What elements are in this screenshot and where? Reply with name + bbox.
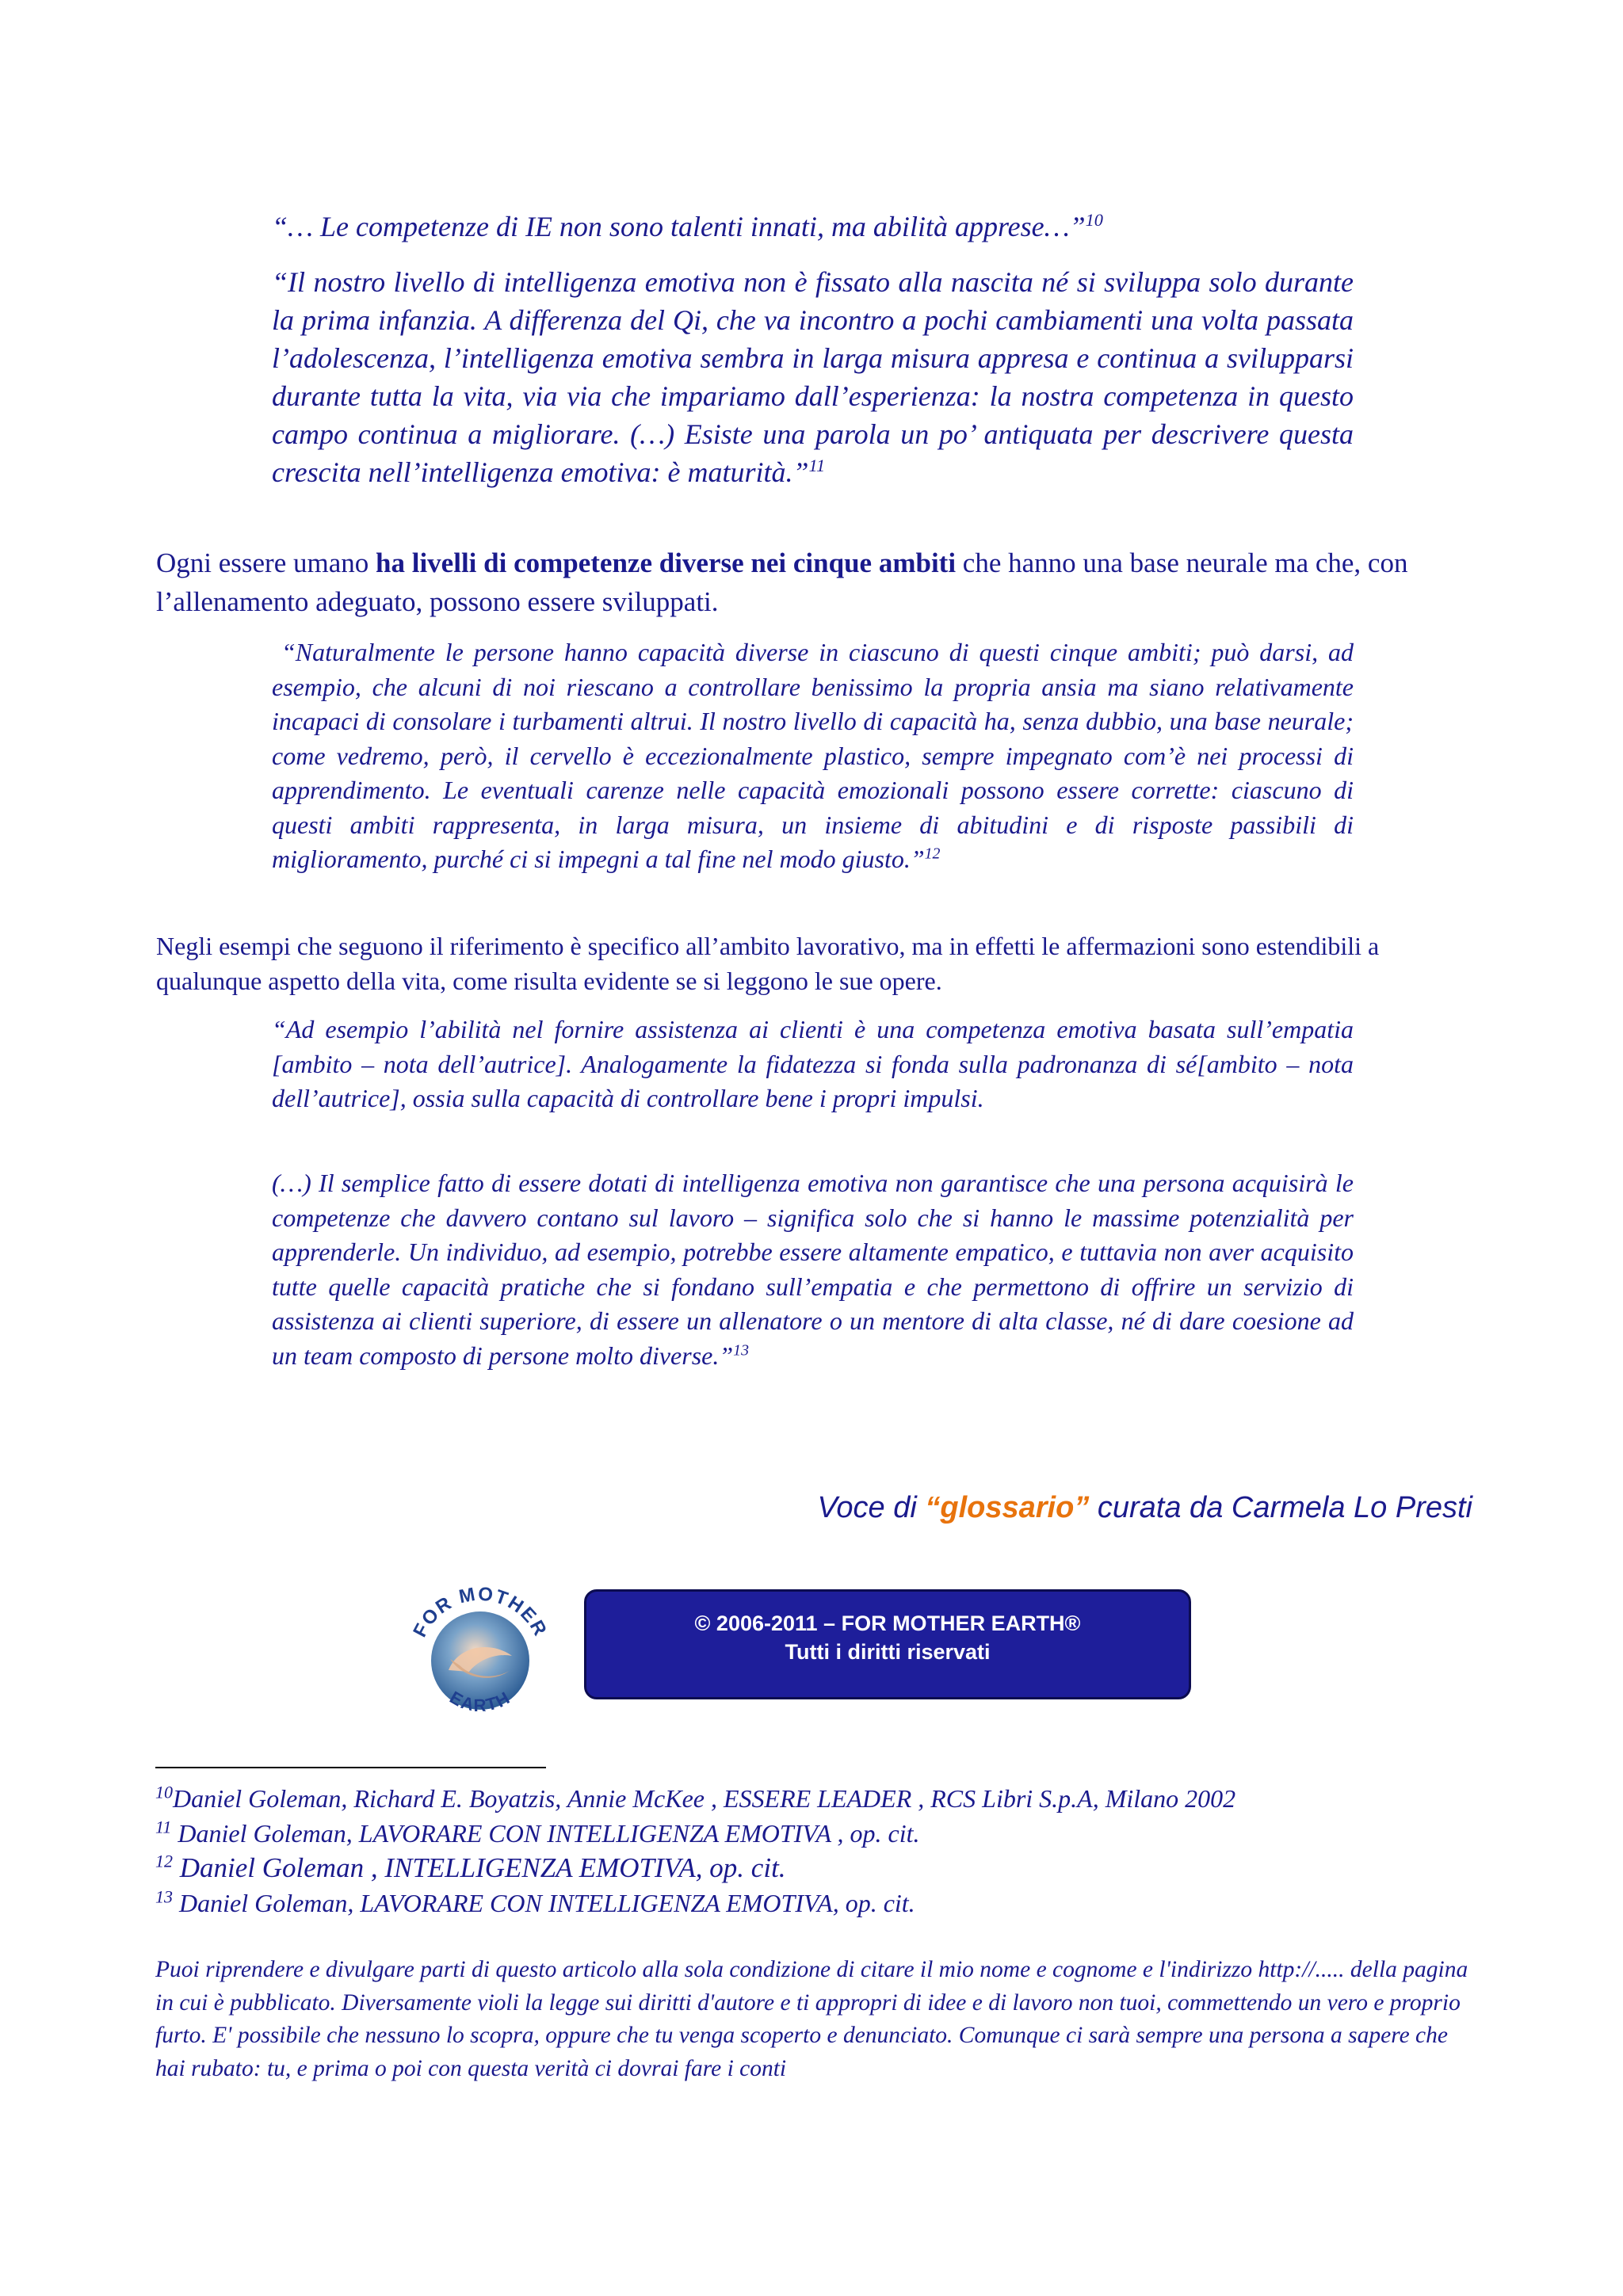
svg-text:FOR MOTHER: FOR MOTHER (409, 1583, 552, 1641)
quote-text: (…) Il semplice fatto di essere dotati di intelligenza emotiva non garantisce che una persona acquisirà le competenze che davvero contano sul lavoro – significa solo che si hanno le massime potenzialità per apprenderle. Un individuo, ad esempio, potrebbe essere altamente empatico, e tuttavia non aver acquisito tutte quelle capacità pratiche che si fondano sull’empatia e che permettono di offrire un servizio di assistenza ai clienti superiore, di essere un allenatore o un mentore di alta classe, né di dare coesione ad un team composto di persone molto diverse.” (272, 1169, 1354, 1370)
footnote-text: Daniel Goleman , INTELLIGENZA EMOTIVA, op. cit. (173, 1852, 786, 1883)
svg-text:EARTH: EARTH (446, 1687, 514, 1715)
quote-intelligenza-emotiva (272, 263, 1354, 491)
quote-naturalmente (272, 635, 1354, 877)
credit-highlight: “glossario” (925, 1491, 1090, 1524)
footnote-item (155, 1816, 1471, 1851)
quote-text: “Ad esempio l’abilità nel fornire assistenza ai clienti è una competenza emotiva basata sull’empatia [ambito – nota dell’autrice]. Analogamente la fidatezza si fonda sulla padronanza di sé[ambito – nota dell’autrice], ossia sulla capacità di controllare bene i propri impulsi. (272, 1015, 1354, 1112)
copyright-box (584, 1589, 1191, 1699)
quote-text: “… Le competenze di IE non sono talenti innati, ma abilità apprese…” (272, 211, 1086, 242)
glossary-credit (817, 1491, 1472, 1525)
footnote-number: 13 (155, 1886, 173, 1907)
quote-text: “Il nostro livello di intelligenza emotiva non è fissato alla nascita né si sviluppa solo durante la prima infanzia. A differenza del Qi, che va incontro a pochi cambiamenti una volta passata l’adolescenza, l’intelligenza emotiva sembra in larga misura appresa e continua a svilupparsi durante tutta la vita, via via che impariamo dall’esperienza: la nostra competenza in questo campo continua a migliorare. (…) Esiste una parola un po’ antiquata per descrivere questa crescita nell’intelligenza emotiva: è maturità.” (272, 266, 1354, 488)
quote-assistenza-clienti (272, 1013, 1354, 1116)
footnote-text: Daniel Goleman, LAVORARE CON INTELLIGENZA EMOTIVA, op. cit. (173, 1889, 915, 1917)
credit-prefix: Voce di (817, 1491, 926, 1524)
paragraph-esempi (156, 929, 1472, 998)
copyright-rights: Tutti i diritti riservati (785, 1640, 991, 1664)
footnote-number: 12 (155, 1851, 173, 1871)
quote-text: “Naturalmente le persone hanno capacità diverse in ciascuno di questi cinque ambiti; può darsi, ad esempio, che alcuni di noi riescano a controllare benissimo la propria ansia ma siano relativamente incapaci di consolare i turbamenti altrui. Il nostro livello di capacità ha, senza dubbio, una base neurale; come vedremo, però, il cervello è eccezionalmente plastico, sempre impegnato com’è nei processi di apprendimento. Le eventuali carenze nelle capacità emozionali possono essere corrette: ciascuno di questi ambiti rappresenta, in larga misura, un insieme di abitudini e di risposte passibili di miglioramento, purché ci si impegni a tal fine nel modo giusto.” (272, 638, 1354, 873)
copyright-line: © 2006-2011 – FOR MOTHER EARTH® (694, 1611, 1081, 1635)
quote-semplice-fatto (272, 1166, 1354, 1373)
footnote-text: Daniel Goleman, LAVORARE CON INTELLIGENZA EMOTIVA , op. cit. (171, 1819, 920, 1848)
paragraph-text: Ogni essere umano (156, 547, 376, 578)
quote-competenze (272, 208, 1354, 246)
paragraph-bold-text: ha livelli di competenze diverse nei cinque ambiti (376, 547, 957, 578)
footnote-text: Daniel Goleman, Richard E. Boyatzis, Annie McKee , ESSERE LEADER , RCS Libri S.p.A, Milano 2002 (173, 1784, 1236, 1813)
footnote-item (155, 1886, 1471, 1920)
footnote-ref: 12 (924, 845, 941, 863)
footnote-number: 10 (155, 1782, 173, 1802)
footnote-item (155, 1851, 1471, 1886)
credit-suffix: curata da Carmela Lo Presti (1089, 1491, 1472, 1524)
footnote-item (155, 1781, 1471, 1816)
paragraph-livelli-competenze (156, 543, 1472, 621)
footnote-ref: 11 (808, 456, 826, 475)
footnote-ref: 13 (733, 1341, 749, 1359)
footnote-divider (155, 1767, 546, 1768)
paragraph-text: che hanno una base neurale ma che, con l’allenamento adeguato, possono essere sviluppati. (156, 547, 1408, 617)
footnotes (155, 1781, 1471, 1920)
license-text: Puoi riprendere e divulgare parti di questo articolo alla sola condizione di citare il mio nome e cognome e l'indirizzo http://..... della pagina in cui è pubblicato. Diversamente violi la legge sui diritti d'autore e ti appropri di idee e di lavoro non tuoi, commettendo un vero e proprio furto. E' possibile che nessuno lo scopra, oppure che tu venga scoperto e denunciato. Comunque ci sarà sempre una persona a sapere che hai rubato: tu, e prima o poi con questa verità ci dovrai fare i conti (155, 1957, 1468, 2081)
for-mother-earth-logo (403, 1583, 558, 1738)
footnote-number: 11 (155, 1817, 172, 1837)
footnote-ref: 10 (1085, 210, 1103, 230)
license-notice (155, 1954, 1479, 2085)
paragraph-text: Negli esempi che seguono il riferimento è specifico all’ambito lavorativo, ma in effetti le affermazioni sono estendibili a qualunque aspetto della vita, come risulta evidente se si leggono le sue opere. (156, 932, 1380, 995)
